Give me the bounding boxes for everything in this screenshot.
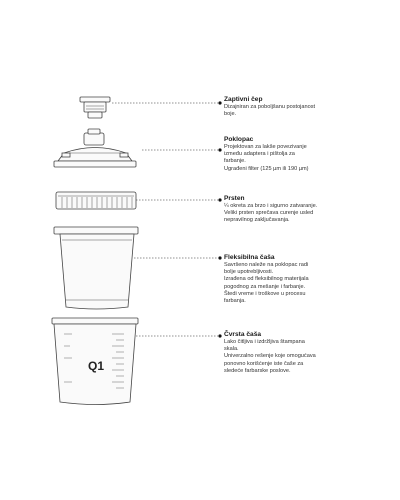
dot-flexcup — [218, 256, 221, 259]
ring-illustration — [56, 192, 136, 209]
hardcup-illustration — [52, 318, 138, 405]
part-title: Fleksibilna čaša — [224, 254, 275, 261]
dot-lid — [218, 148, 221, 151]
part-lid — [224, 136, 384, 173]
part-description: Savršeno naleže na poklopac radi bolje upotrebljivosti. Izrađena od fleksibilnog materijala pogodnog za mešanje i farbanje. Štedi vreme i troškove u procesu farbanja. — [224, 262, 309, 305]
part-description: Lako čitljiva i izdržljiva štampana skala. Univerzalno rešenje koje omogućava ponovno korišćenje iste čaše za sledeće farbarske poslove. — [224, 339, 316, 374]
dot-ring — [218, 198, 221, 201]
part-description: Dizajniran za poboljšanu postojanost boje. — [224, 104, 316, 118]
dot-stopper — [218, 101, 221, 104]
part-description: ¼ okreta za brzo i sigurno zatvaranje. Veliki prsten sprečava curenje usled nepravilnog zaključavanja. — [224, 203, 318, 224]
part-title: Prsten — [224, 195, 245, 202]
part-description: Projektovan za lakše povezivanje između adaptera i pištolja za farbanje. Ugrađeni filter (125 µm ili 190 µm) — [224, 144, 309, 172]
part-title: Čvrsta čaša — [224, 331, 262, 338]
lid-illustration — [54, 129, 136, 167]
part-title: Poklopac — [224, 136, 254, 143]
part-stopper — [224, 96, 384, 118]
flexcup-illustration — [54, 227, 138, 309]
part-title: Zaptivni čep — [224, 96, 263, 103]
cup-logo: Q1 — [88, 359, 105, 373]
part-ring — [224, 195, 384, 225]
dot-hardcup — [218, 334, 221, 337]
part-hardcup — [224, 331, 384, 375]
stopper-illustration — [80, 97, 110, 118]
part-flexcup — [224, 254, 384, 305]
